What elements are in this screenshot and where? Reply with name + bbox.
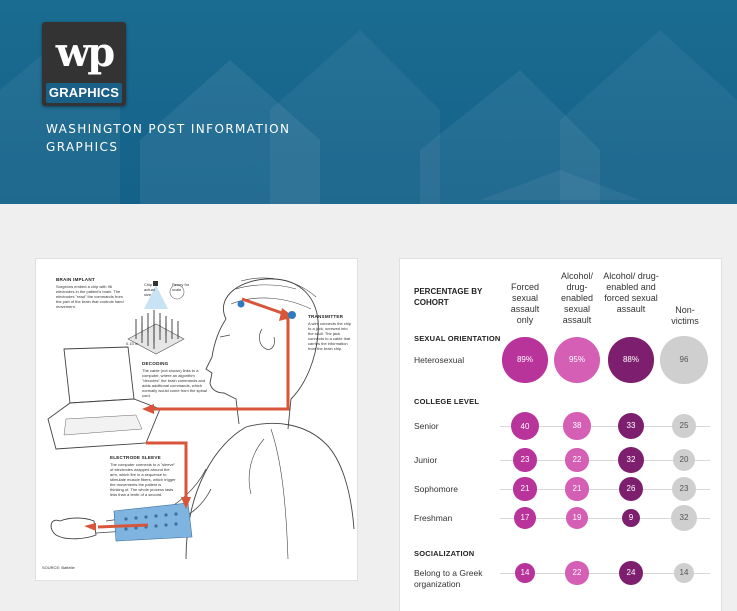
source-credit: SOURCE: Battelle (42, 565, 75, 570)
data-bubble: 22 (565, 448, 588, 471)
transmitter-title: TRANSMITTER (308, 314, 344, 319)
penny-scale-label: Penny for scale (172, 282, 190, 292)
column-header: Non-victims (671, 305, 699, 326)
data-bubble: 23 (513, 448, 537, 472)
wp-graphics-logo[interactable] (42, 22, 126, 106)
data-bubble: 17 (514, 507, 536, 529)
data-bubble: 26 (619, 477, 644, 502)
data-bubble: 19 (566, 507, 588, 529)
decoding-title: DECODING (142, 361, 169, 366)
electrode-sleeve-title: ELECTRODE SLEEVE (110, 455, 161, 460)
site-title[interactable]: WASHINGTON POST INFORMATION GRAPHICS (46, 122, 291, 154)
data-bubble: 89% (502, 337, 547, 382)
decoding-text: The cable (not shown) links to a computer, where an algorithm "decodes" the brain commands and adds additional commands, which normally would come from the spinal cord. (142, 368, 207, 398)
brain-implant-title: BRAIN IMPLANT (56, 277, 95, 282)
data-bubble: 33 (618, 413, 644, 439)
data-bubble: 88% (608, 337, 653, 382)
data-bubble: 14 (515, 563, 536, 584)
column-header: Alcohol/ drug-enabled sexual assault (560, 271, 594, 325)
row-label: Junior (414, 455, 438, 465)
chip-actual-size-label: Chip actual size (144, 282, 155, 297)
section-title: COLLEGE LEVEL (414, 397, 480, 406)
data-bubble: 95% (554, 337, 601, 384)
transmitter-text: A wire connects the chip to a jack, screwed into the skull. The jack connects to a cable that carries the information from the brain chip. (308, 321, 352, 351)
site-header (0, 0, 737, 204)
logo-subtitle: GRAPHICS (48, 85, 120, 100)
data-bubble: 20 (673, 449, 696, 472)
logo-mark: wp (55, 29, 113, 76)
row-label: Freshman (414, 513, 453, 523)
section-title: SEXUAL ORIENTATION (414, 334, 501, 343)
row-header-label: PERCENTAGE BY COHORT (414, 287, 483, 307)
column-header: Forced sexual assault only (510, 282, 540, 325)
data-bubble: 32 (671, 505, 697, 531)
data-bubble: 25 (672, 414, 696, 438)
illustration-card[interactable] (35, 258, 358, 581)
cohort-chart-card[interactable] (399, 258, 722, 611)
row-label: Heterosexual (414, 355, 465, 365)
data-bubble: 32 (618, 447, 644, 473)
data-bubble: 21 (513, 477, 536, 500)
electrode-sleeve-icon (114, 503, 192, 541)
logo-banner (46, 83, 122, 103)
patient-head-figure (206, 278, 318, 429)
chip-dimension-label: 0.15 in. (126, 341, 140, 346)
row-label: Belong to a Greek organization (414, 568, 483, 589)
data-bubble: 22 (565, 561, 588, 584)
section-title: SOCIALIZATION (414, 549, 475, 558)
data-bubble: 21 (565, 477, 588, 500)
column-header: Alcohol/ drug-enabled and forced sexual assault (603, 271, 659, 314)
electrode-sleeve-text: The computer connects to a "sleeve" of electrodes wrapped around the arm, which fire in a sequence to stimulate muscle fibers, which trigger the movements the patient is thinking of. The whole process lasts less than a tenth of a second. (110, 462, 176, 497)
data-bubble: 24 (619, 561, 643, 585)
row-label: Sophomore (414, 484, 458, 494)
data-bubble: 96 (660, 336, 707, 383)
data-bubble: 38 (563, 412, 591, 440)
row-label: Senior (414, 421, 439, 431)
data-bubble: 9 (622, 509, 641, 528)
data-bubble: 14 (674, 563, 695, 584)
data-bubble: 40 (511, 412, 539, 440)
brain-implant-text: Surgeons embed a chip with 96 electrodes in the patient's brain. The electrodes "read" the commands from the part of the brain that controls hand movement. (56, 284, 124, 309)
data-bubble: 23 (672, 477, 696, 501)
